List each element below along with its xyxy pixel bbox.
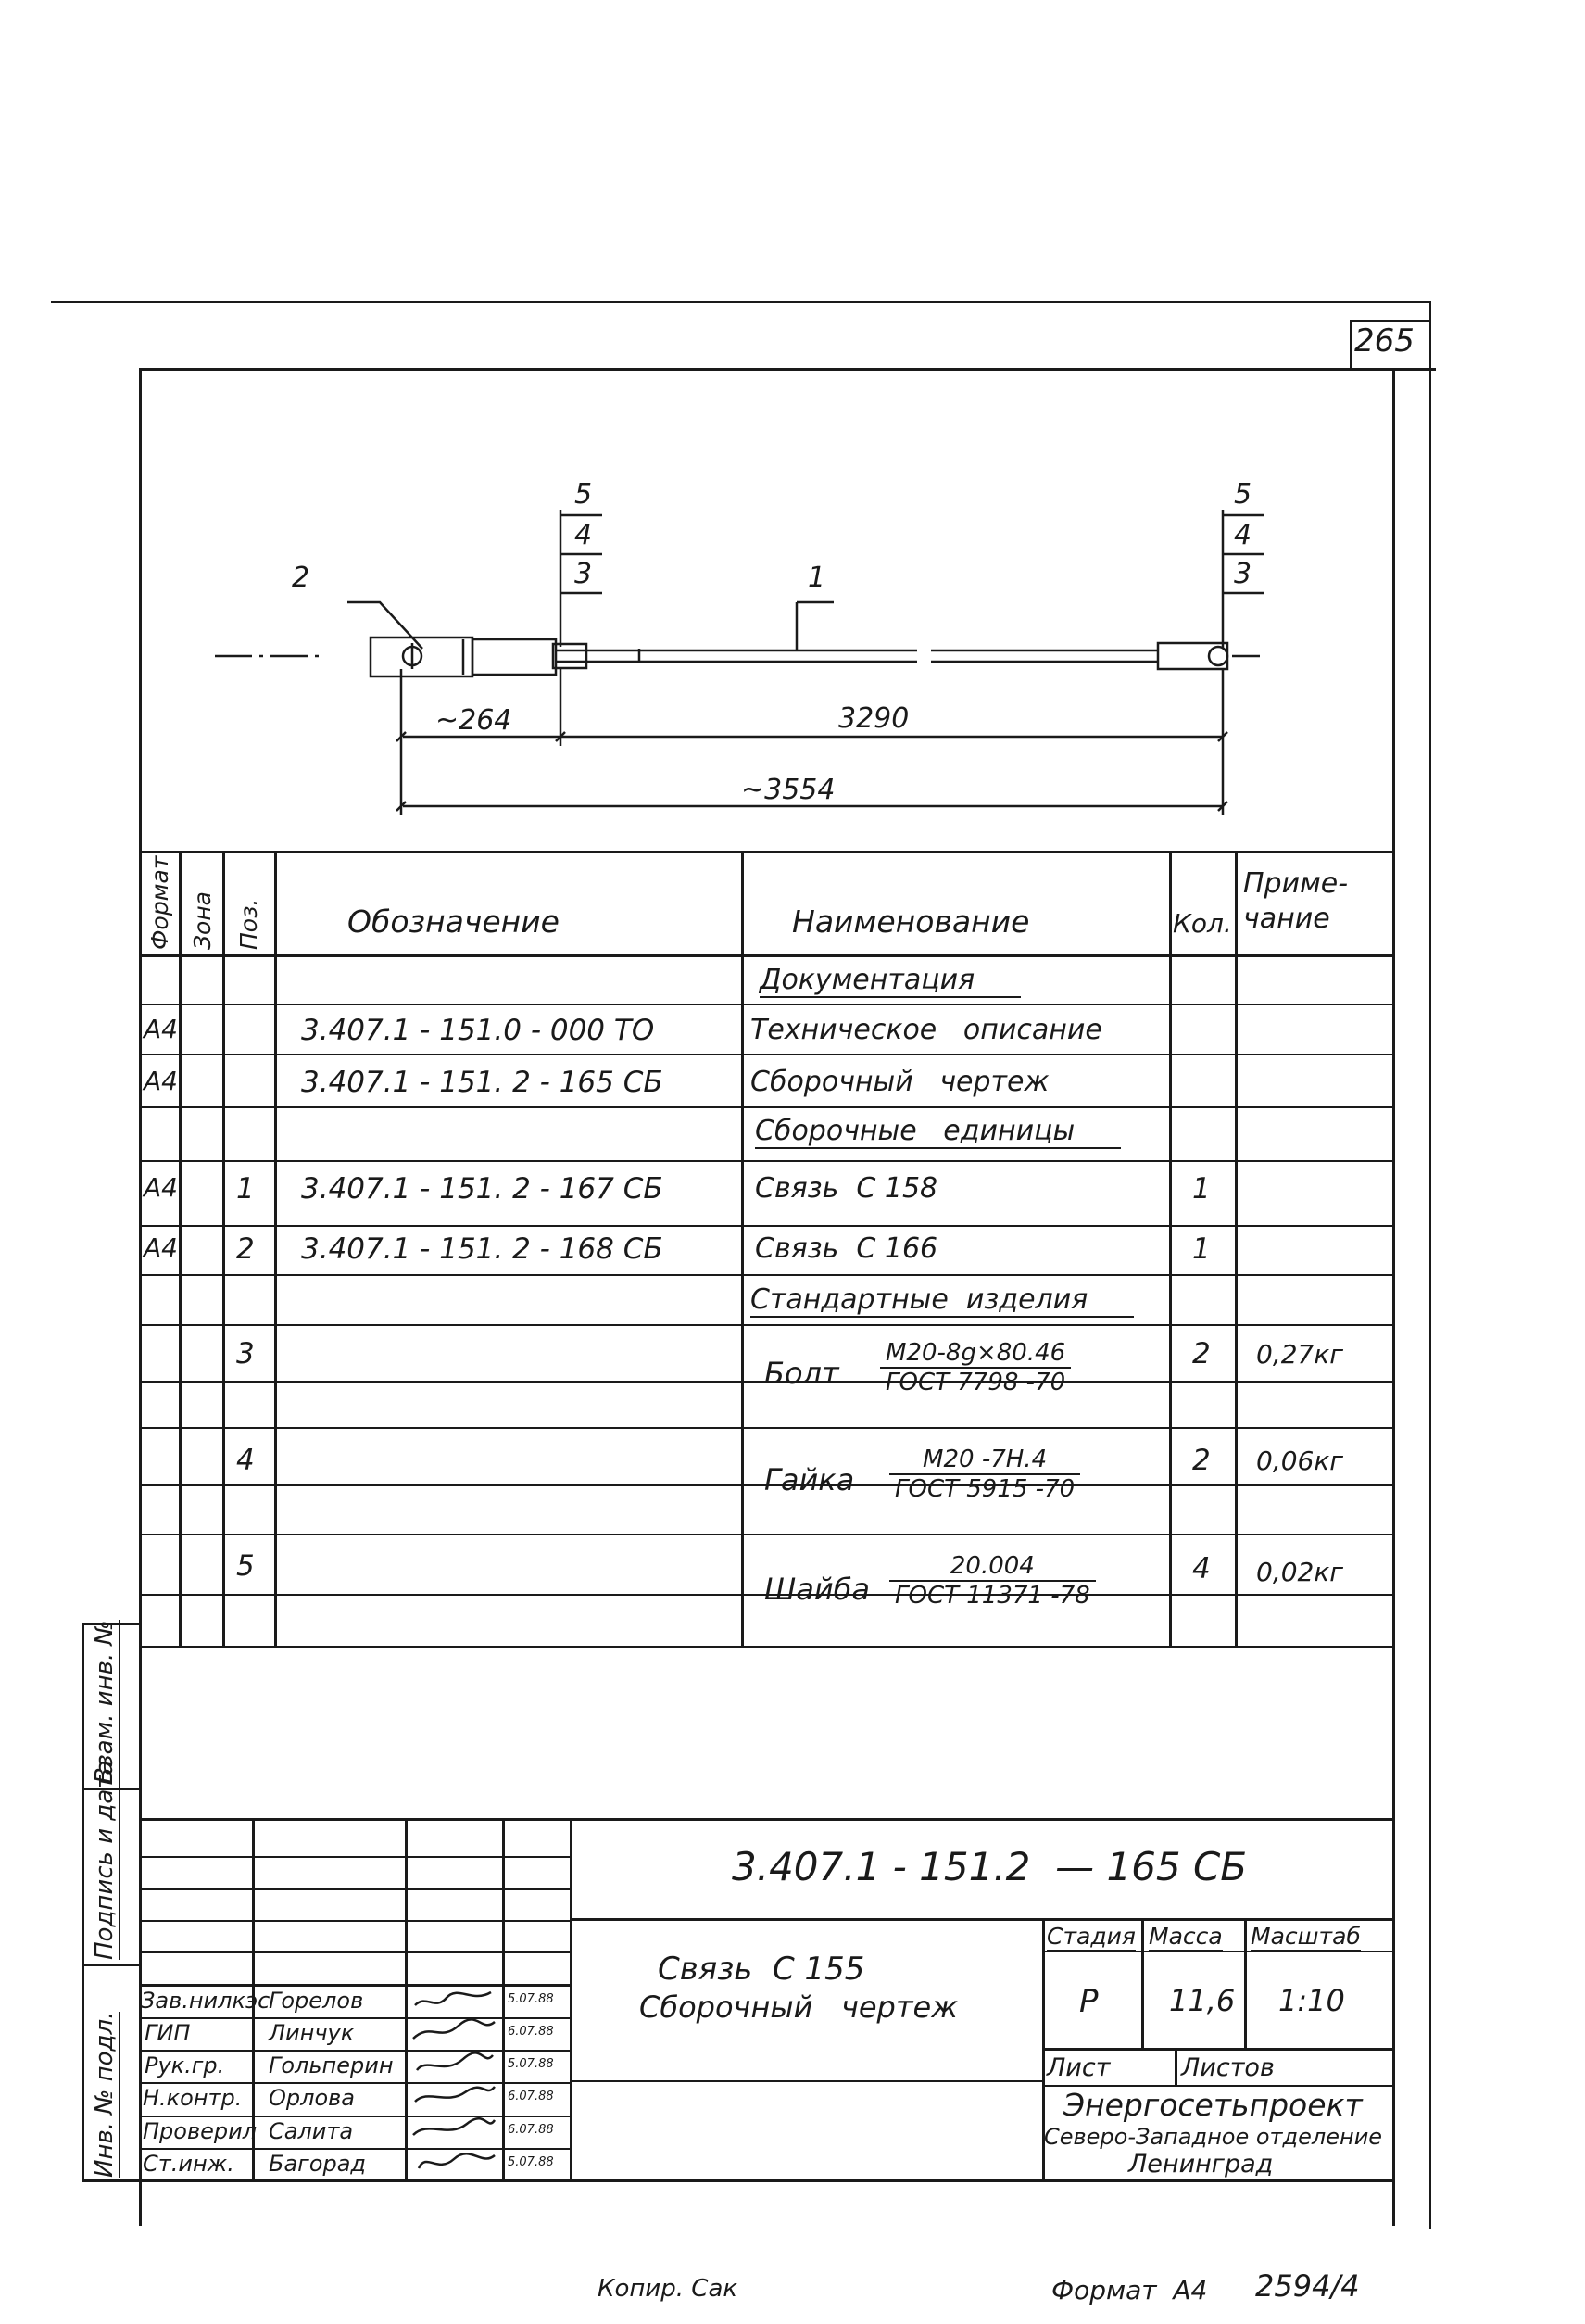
row8-note: 0,06кг bbox=[1256, 1446, 1343, 1476]
row5-format: А4 bbox=[144, 1232, 178, 1263]
handwritten-signatures bbox=[408, 1985, 500, 2181]
pos-right-5: 5 bbox=[1234, 478, 1252, 511]
sig-name-1: Горелов bbox=[269, 1988, 364, 2014]
pos-right-4: 4 bbox=[1234, 519, 1252, 551]
mass-label: Масса bbox=[1149, 1923, 1223, 1950]
outer-frame-bottom bbox=[82, 2179, 1395, 2182]
side-inv-podl: Инв. № подл. bbox=[91, 2011, 119, 2178]
footer-inv-number: 2594/4 bbox=[1255, 2268, 1360, 2304]
header-zone: Зона bbox=[189, 891, 216, 950]
sig-date-1: 5.07.88 bbox=[508, 1992, 554, 2006]
org-name: Энергосетьпроект bbox=[1063, 2087, 1363, 2123]
row9-note: 0,02кг bbox=[1256, 1557, 1343, 1587]
row8-qty: 2 bbox=[1192, 1444, 1211, 1477]
section-assembly-units: Сборочные единицы bbox=[755, 1115, 1121, 1149]
sig-role-3: Рук.гр. bbox=[145, 2052, 225, 2078]
drawing-code: 3.407.1 - 151.2 — 165 СБ bbox=[732, 1844, 1248, 1889]
header-pos: Поз. bbox=[235, 898, 262, 950]
stage-label: Стадия bbox=[1047, 1923, 1136, 1950]
row9-qty: 4 bbox=[1192, 1552, 1211, 1585]
org-city: Ленинград bbox=[1128, 2150, 1274, 2179]
pos-left-5: 5 bbox=[574, 478, 593, 511]
outer-frame-top bbox=[139, 368, 1436, 371]
sig-name-2: Линчук bbox=[269, 2020, 355, 2046]
sig-role-1: Зав.нилкэс bbox=[141, 1988, 270, 2014]
drawing-title-line1: Связь С 155 bbox=[658, 1951, 865, 1988]
row4-designation: 3.407.1 - 151. 2 - 167 СБ bbox=[301, 1172, 663, 1206]
stage-value: Р bbox=[1079, 1983, 1099, 2020]
sig-name-5: Салита bbox=[269, 2118, 354, 2144]
row2-format: А4 bbox=[144, 1066, 178, 1096]
pos-right-3: 3 bbox=[1234, 558, 1252, 590]
outer-frame-left bbox=[139, 368, 142, 2226]
row7-standard: М20-8g×80.46 ГОСТ 7798 -70 bbox=[880, 1339, 1071, 1396]
row2-name: Сборочный чертеж bbox=[750, 1066, 1050, 1098]
row5-pos: 2 bbox=[236, 1232, 255, 1266]
top-border-line bbox=[51, 301, 1431, 303]
header-designation: Обозначение bbox=[347, 903, 560, 940]
row8-pos: 4 bbox=[236, 1444, 255, 1477]
row9-pos: 5 bbox=[236, 1549, 255, 1583]
mass-value: 11,6 bbox=[1169, 1983, 1236, 2018]
sig-name-6: Багорад bbox=[269, 2151, 366, 2177]
header-note: Приме- чание bbox=[1243, 867, 1349, 935]
row7-pos: 3 bbox=[236, 1337, 255, 1370]
sig-date-4: 6.07.88 bbox=[508, 2090, 554, 2103]
outer-frame-right bbox=[1392, 368, 1395, 2226]
row8-name: Гайка bbox=[764, 1462, 855, 1497]
section-documentation: Документация bbox=[760, 964, 1021, 998]
row7-qty: 2 bbox=[1192, 1337, 1211, 1370]
row5-designation: 3.407.1 - 151. 2 - 168 СБ bbox=[301, 1232, 663, 1266]
row7-note: 0,27кг bbox=[1256, 1339, 1343, 1370]
row7-name: Болт bbox=[764, 1356, 839, 1391]
sheet-label: Лист bbox=[1047, 2053, 1111, 2082]
drawing-title-line2: Сборочный чертеж bbox=[639, 1989, 959, 2025]
header-name: Наименование bbox=[792, 903, 1030, 940]
row5-qty: 1 bbox=[1192, 1232, 1211, 1266]
footer-copied: Копир. Сак bbox=[598, 2275, 738, 2303]
dimension-264: ~264 bbox=[435, 704, 512, 737]
header-format: Формат bbox=[146, 855, 173, 950]
row5-name: Связь С 166 bbox=[755, 1232, 938, 1265]
sig-name-4: Орлова bbox=[269, 2085, 355, 2111]
row4-name: Связь С 158 bbox=[755, 1172, 938, 1205]
sheets-label: Листов bbox=[1181, 2053, 1275, 2082]
org-dept: Северо-Западное отделение bbox=[1044, 2124, 1383, 2150]
pos-left-3: 3 bbox=[574, 558, 593, 590]
section-standard-items: Стандартные изделия bbox=[750, 1283, 1134, 1318]
dimension-3554: ~3554 bbox=[741, 774, 836, 806]
sig-role-2: ГИП bbox=[145, 2020, 191, 2046]
row4-pos: 1 bbox=[236, 1172, 255, 1206]
header-qty: Кол. bbox=[1173, 908, 1232, 939]
row1-format: А4 bbox=[144, 1014, 178, 1044]
pos-label-1: 1 bbox=[808, 562, 826, 594]
sig-date-6: 5.07.88 bbox=[508, 2155, 554, 2169]
sig-date-2: 6.07.88 bbox=[508, 2025, 554, 2039]
dimension-3290: 3290 bbox=[838, 702, 910, 735]
sig-role-6: Ст.инж. bbox=[143, 2151, 234, 2177]
pos-label-2: 2 bbox=[292, 562, 310, 594]
sig-date-3: 5.07.88 bbox=[508, 2057, 554, 2071]
row4-qty: 1 bbox=[1192, 1172, 1211, 1206]
sig-role-5: Проверил bbox=[143, 2118, 258, 2144]
sheet-number: 265 bbox=[1354, 322, 1415, 360]
sig-date-5: 6.07.88 bbox=[508, 2123, 554, 2137]
row1-designation: 3.407.1 - 151.0 - 000 ТО bbox=[301, 1014, 655, 1047]
row9-standard: 20.004 ГОСТ 11371 -78 bbox=[889, 1552, 1096, 1610]
scale-label: Масштаб bbox=[1251, 1923, 1361, 1950]
row8-standard: М20 -7Н.4 ГОСТ 5915 -70 bbox=[889, 1446, 1080, 1503]
sig-role-4: Н.контр. bbox=[143, 2085, 243, 2111]
row9-name: Шайба bbox=[764, 1572, 870, 1607]
row1-name: Техническое описание bbox=[750, 1014, 1102, 1046]
scale-value: 1:10 bbox=[1278, 1983, 1345, 2018]
right-edge-line bbox=[1429, 301, 1431, 2229]
side-vzam-inv: Взам. инв. № bbox=[91, 1620, 119, 1784]
row4-format: А4 bbox=[144, 1172, 178, 1203]
sig-name-3: Гольперин bbox=[269, 2052, 394, 2078]
row2-designation: 3.407.1 - 151. 2 - 165 СБ bbox=[301, 1066, 663, 1099]
footer-format: Формат А4 bbox=[1051, 2275, 1208, 2305]
side-podpis-data: Подпись и дата bbox=[91, 1760, 119, 1960]
pos-left-4: 4 bbox=[574, 519, 593, 551]
